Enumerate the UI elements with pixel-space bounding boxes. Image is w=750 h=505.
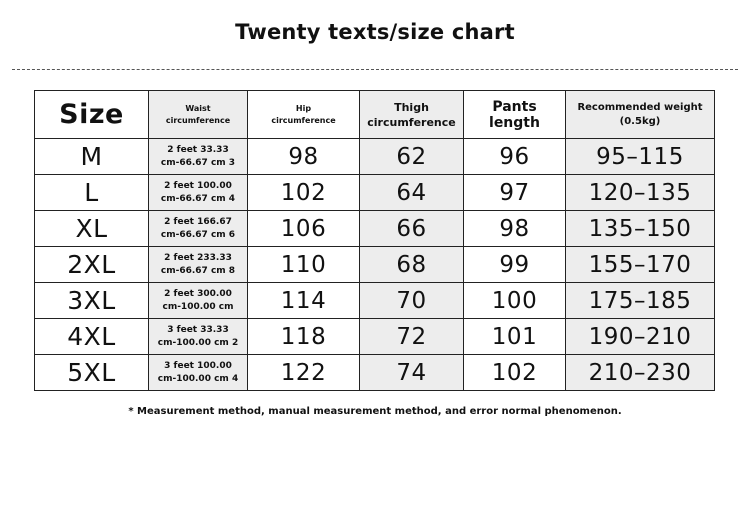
table-row xyxy=(35,355,715,391)
thigh-value: 70 xyxy=(396,287,427,314)
thigh-value: 62 xyxy=(396,143,427,170)
weight-cell xyxy=(566,283,715,319)
weight-value: 210–230 xyxy=(588,359,692,386)
hip-value: 122 xyxy=(280,359,327,386)
weight-value: 95–115 xyxy=(596,143,684,170)
pants-value: 97 xyxy=(499,179,530,206)
pants-cell xyxy=(464,355,566,391)
thigh-cell xyxy=(360,355,464,391)
waist-line1: 2 feet 33.33 xyxy=(167,144,229,155)
thigh-cell xyxy=(360,211,464,247)
weight-cell xyxy=(566,247,715,283)
hip-cell xyxy=(248,175,360,211)
waist-line2: cm-66.67 cm 8 xyxy=(160,265,236,276)
size-cell xyxy=(35,211,149,247)
pants-cell xyxy=(464,283,566,319)
hip-value: 118 xyxy=(280,323,327,350)
header-weight xyxy=(566,91,715,139)
header-row xyxy=(35,91,715,139)
size-label: 2XL xyxy=(67,250,116,279)
size-cell xyxy=(35,355,149,391)
hip-cell xyxy=(248,247,360,283)
thigh-value: 72 xyxy=(396,323,427,350)
pants-value: 96 xyxy=(499,143,530,170)
header-thigh-line2: circumference xyxy=(367,115,456,129)
weight-cell xyxy=(566,175,715,211)
weight-cell xyxy=(566,355,715,391)
header-hip-line1: Hip xyxy=(295,103,312,113)
thigh-cell xyxy=(360,139,464,175)
size-cell xyxy=(35,139,149,175)
hip-value: 98 xyxy=(288,143,319,170)
header-size-label: Size xyxy=(59,99,124,130)
thigh-value: 68 xyxy=(396,251,427,278)
weight-value: 175–185 xyxy=(588,287,692,314)
thigh-cell xyxy=(360,283,464,319)
thigh-value: 66 xyxy=(396,215,427,242)
size-label: 4XL xyxy=(67,322,116,351)
weight-value: 155–170 xyxy=(588,251,692,278)
header-pants-line1: Pants xyxy=(492,98,537,115)
waist-line1: 2 feet 233.33 xyxy=(164,252,232,263)
pants-cell xyxy=(464,211,566,247)
hip-value: 106 xyxy=(280,215,327,242)
header-pants-line2: length xyxy=(489,114,540,131)
header-waist-line1: Waist xyxy=(185,103,211,113)
header-thigh-line1: Thigh xyxy=(394,100,429,114)
pants-cell xyxy=(464,319,566,355)
hip-cell xyxy=(248,283,360,319)
measurement-note: * Measurement method, manual measurement method, and error normal phenomenon. xyxy=(128,406,622,417)
hip-cell xyxy=(248,355,360,391)
thigh-value: 74 xyxy=(396,359,427,386)
hip-cell xyxy=(248,211,360,247)
size-label: M xyxy=(80,142,103,171)
header-weight-line2: (0.5kg) xyxy=(619,115,661,127)
waist-cell xyxy=(149,319,248,355)
waist-line2: cm-66.67 cm 4 xyxy=(160,193,236,204)
table-row xyxy=(35,283,715,319)
weight-cell xyxy=(566,211,715,247)
hip-value: 114 xyxy=(280,287,327,314)
pants-value: 100 xyxy=(491,287,538,314)
table-row xyxy=(35,175,715,211)
waist-line2: cm-66.67 cm 6 xyxy=(160,229,236,240)
header-hip xyxy=(248,91,360,139)
header-weight-line1: Recommended weight xyxy=(577,101,703,113)
thigh-value: 64 xyxy=(396,179,427,206)
pants-cell xyxy=(464,139,566,175)
table-row xyxy=(35,247,715,283)
size-label: XL xyxy=(75,214,108,243)
hip-cell xyxy=(248,139,360,175)
thigh-cell xyxy=(360,319,464,355)
header-size xyxy=(35,91,149,139)
pants-value: 98 xyxy=(499,215,530,242)
weight-value: 120–135 xyxy=(588,179,692,206)
weight-value: 135–150 xyxy=(588,215,692,242)
table-row xyxy=(35,139,715,175)
pants-value: 102 xyxy=(491,359,538,386)
size-label: L xyxy=(84,178,99,207)
weight-cell xyxy=(566,319,715,355)
hip-value: 102 xyxy=(280,179,327,206)
header-thigh xyxy=(360,91,464,139)
dashed-divider xyxy=(12,69,738,70)
pants-value: 99 xyxy=(499,251,530,278)
waist-line2: cm-66.67 cm 3 xyxy=(160,157,236,168)
waist-line1: 3 feet 33.33 xyxy=(167,324,229,335)
waist-line1: 2 feet 300.00 xyxy=(164,288,232,299)
waist-line2: cm-100.00 cm xyxy=(162,301,234,312)
waist-cell xyxy=(149,139,248,175)
waist-line2: cm-100.00 cm 2 xyxy=(157,337,239,348)
hip-value: 110 xyxy=(280,251,327,278)
waist-cell xyxy=(149,211,248,247)
waist-cell xyxy=(149,283,248,319)
weight-value: 190–210 xyxy=(588,323,692,350)
table-row xyxy=(35,319,715,355)
waist-line2: cm-100.00 cm 4 xyxy=(157,373,239,384)
hip-cell xyxy=(248,319,360,355)
waist-line1: 2 feet 100.00 xyxy=(164,180,232,191)
header-waist-line2: circumference xyxy=(165,115,231,125)
waist-line1: 3 feet 100.00 xyxy=(164,360,232,371)
page-title: Twenty texts/size chart xyxy=(235,20,515,44)
size-chart-table xyxy=(34,90,715,391)
thigh-cell xyxy=(360,247,464,283)
size-label: 5XL xyxy=(67,358,116,387)
size-cell xyxy=(35,175,149,211)
thigh-cell xyxy=(360,175,464,211)
size-cell xyxy=(35,247,149,283)
weight-cell xyxy=(566,139,715,175)
size-cell xyxy=(35,319,149,355)
header-hip-line2: circumference xyxy=(271,115,336,125)
table-row xyxy=(35,211,715,247)
header-waist xyxy=(149,91,248,139)
pants-cell xyxy=(464,247,566,283)
header-pants xyxy=(464,91,566,139)
pants-cell xyxy=(464,175,566,211)
waist-line1: 2 feet 166.67 xyxy=(164,216,232,227)
waist-cell xyxy=(149,175,248,211)
pants-value: 101 xyxy=(491,323,538,350)
waist-cell xyxy=(149,247,248,283)
size-cell xyxy=(35,283,149,319)
size-label: 3XL xyxy=(67,286,116,315)
waist-cell xyxy=(149,355,248,391)
